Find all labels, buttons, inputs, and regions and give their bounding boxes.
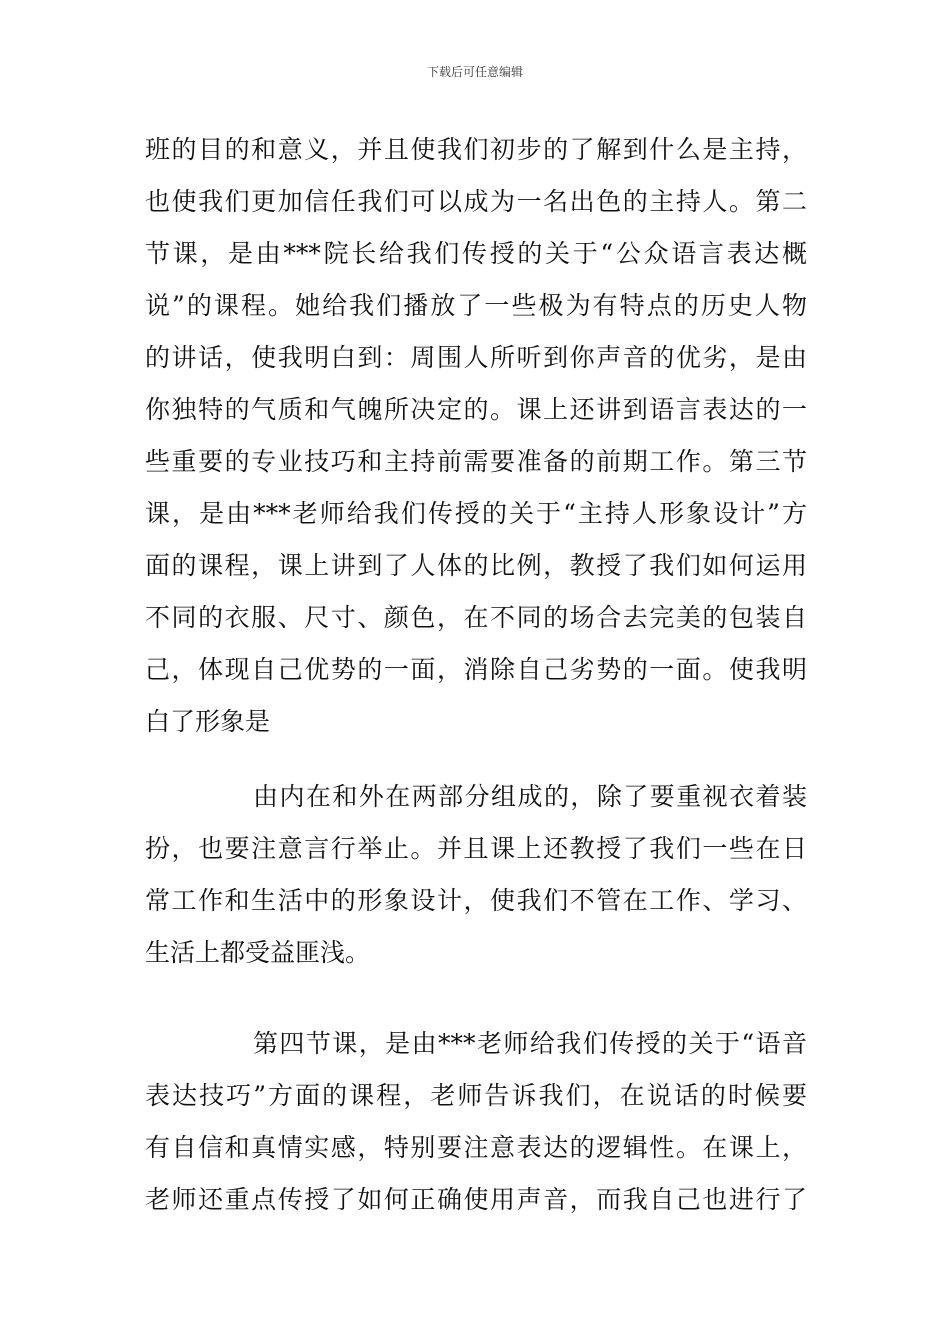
text-line: 第四节课，是由***老师给我们传授的关于“语音 xyxy=(253,1029,807,1058)
text-line: 表达技巧”方面的课程，老师告诉我们，在说话的时候要 xyxy=(145,1081,807,1110)
text-line: 的讲话，使我明白到：周围人所听到你声音的优劣，是由 xyxy=(145,343,807,372)
text-line: 白了形象是 xyxy=(145,707,271,736)
text-line: 己，体现自己优势的一面，消除自己劣势的一面。使我明 xyxy=(145,655,807,684)
text-line: 生活上都受益匪浅。 xyxy=(145,938,371,967)
text-line: 面的课程，课上讲到了人体的比例，教授了我们如何运用 xyxy=(145,551,807,580)
text-line: 扮，也要注意言行举止。并且课上还教授了我们一些在日 xyxy=(145,834,807,863)
text-line: 课，是由***老师给我们传授的关于“主持人形象设计”方 xyxy=(145,499,807,528)
text-line: 老师还重点传授了如何正确使用声音，而我自己也进行了 xyxy=(145,1185,807,1214)
text-line: 说”的课程。她给我们播放了一些极为有特点的历史人物 xyxy=(145,291,807,320)
text-line: 些重要的专业技巧和主持前需要准备的前期工作。第三节 xyxy=(145,447,807,476)
paragraph-1 xyxy=(145,124,807,748)
text-line: 节课，是由***院长给我们传授的关于“公众语言表达概 xyxy=(145,239,807,268)
text-line: 班的目的和意义，并且使我们初步的了解到什么是主持， xyxy=(145,135,807,164)
text-line: 也使我们更加信任我们可以成为一名出色的主持人。第二 xyxy=(145,187,807,216)
text-line: 你独特的气质和气魄所决定的。课上还讲到语言表达的一 xyxy=(145,395,807,424)
page-header: 下载后可任意编辑 xyxy=(426,65,523,79)
paragraph-3 xyxy=(145,1018,807,1226)
text-line: 有自信和真情实感，特别要注意表达的逻辑性。在课上， xyxy=(145,1133,807,1162)
paragraph-2 xyxy=(145,771,807,979)
text-line: 不同的衣服、尺寸、颜色，在不同的场合去完美的包装自 xyxy=(145,603,807,632)
text-line: 常工作和生活中的形象设计，使我们不管在工作、学习、 xyxy=(145,886,807,915)
text-line: 由内在和外在两部分组成的，除了要重视衣着装 xyxy=(253,782,807,811)
